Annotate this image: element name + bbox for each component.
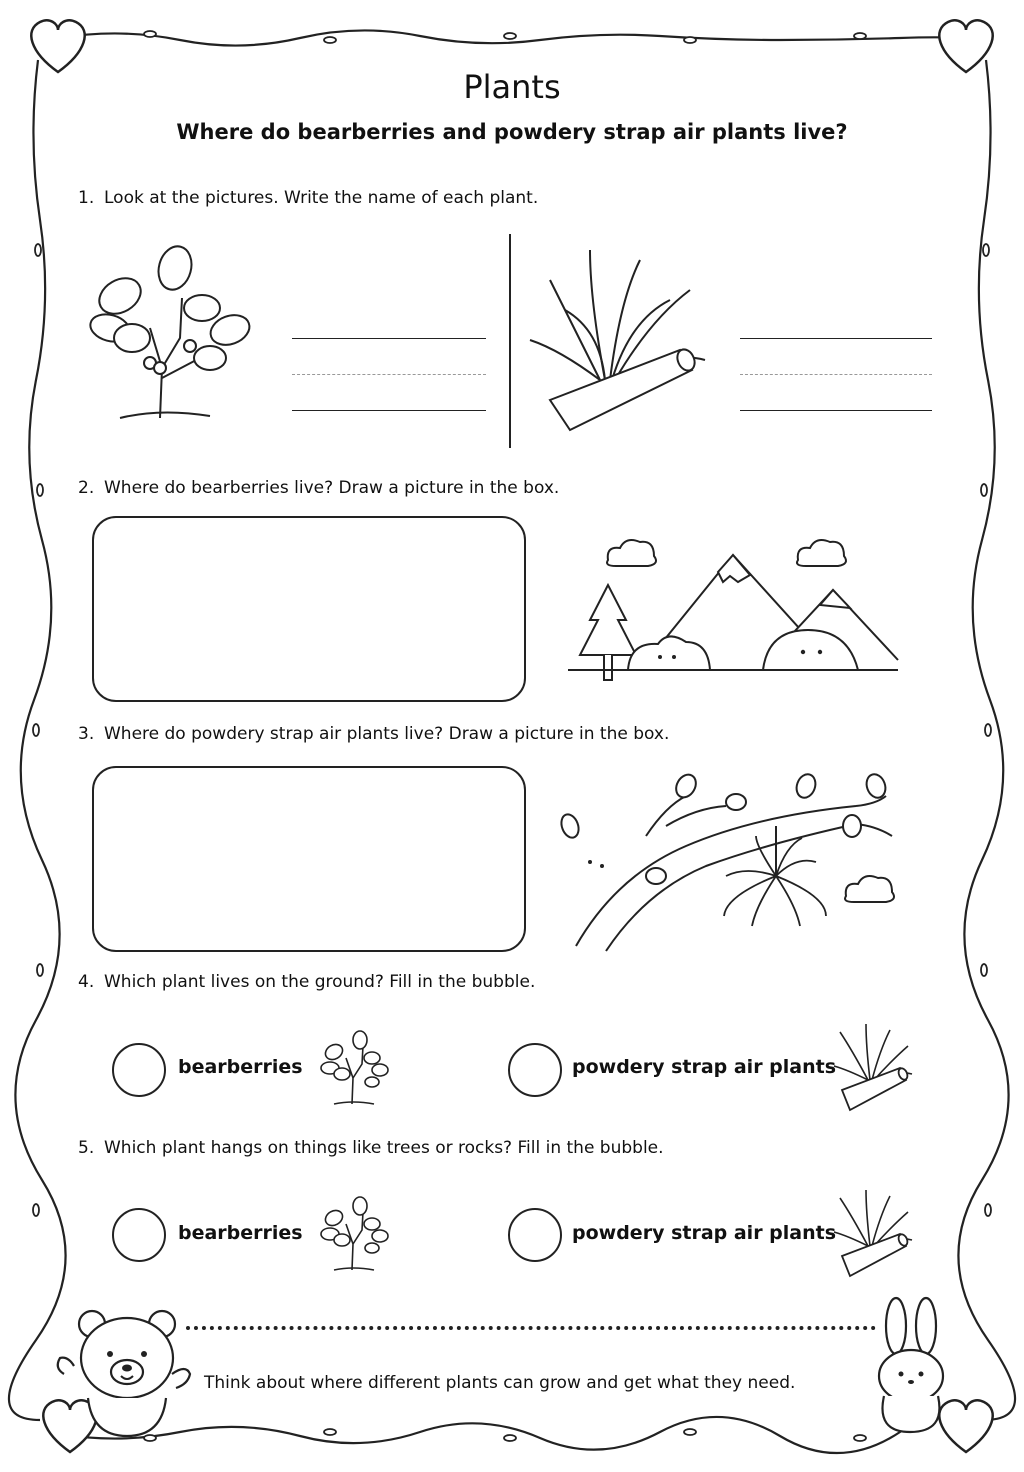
divider: [509, 234, 511, 448]
mountain-scene-icon: [568, 530, 898, 690]
question-4: [78, 972, 535, 992]
page-title: Plants: [463, 68, 561, 106]
question-1: [78, 188, 538, 208]
question-number: 2.: [78, 478, 95, 498]
answer-bubble[interactable]: [112, 1043, 166, 1097]
question-text: Which plant hangs on things like trees or rocks? Fill in the bubble.: [104, 1138, 664, 1158]
cloud-icon: [797, 540, 846, 566]
answer-line: [292, 410, 486, 411]
answer-guide-line: [292, 374, 486, 375]
question-number: 5.: [78, 1138, 95, 1158]
drawing-box[interactable]: [92, 766, 526, 952]
air-plant-icon: [832, 1186, 912, 1281]
answer-bubble[interactable]: [508, 1208, 562, 1262]
answer-bubble[interactable]: [112, 1208, 166, 1262]
question-number: 1.: [78, 188, 95, 208]
option-label: bearberries: [178, 1222, 303, 1244]
question-text: Where do powdery strap air plants live? Draw a picture in the box.: [104, 724, 670, 744]
question-number: 3.: [78, 724, 95, 744]
question-text: Where do bearberries live? Draw a picture in the box.: [104, 478, 560, 498]
bunny-icon: [866, 1296, 956, 1436]
question-number: 4.: [78, 972, 95, 992]
footer-tip: Think about where different plants can grow and get what they need.: [204, 1373, 796, 1393]
answer-bubble[interactable]: [508, 1043, 562, 1097]
cloud-icon: [845, 876, 894, 902]
tree-branch-scene-icon: [556, 766, 906, 956]
bearberry-plant-icon: [320, 1194, 390, 1274]
air-plant-icon: [832, 1020, 912, 1115]
question-text: Look at the pictures. Write the name of each plant.: [104, 188, 539, 208]
question-2: [78, 478, 559, 498]
bearberry-plant-icon: [320, 1028, 390, 1108]
option-label: powdery strap air plants: [572, 1056, 837, 1078]
option-label: powdery strap air plants: [572, 1222, 837, 1244]
air-plant-icon: [530, 240, 710, 435]
bearberry-plant-icon: [90, 238, 260, 428]
question-text: Which plant lives on the ground? Fill in the bubble.: [104, 972, 536, 992]
option-label: bearberries: [178, 1056, 303, 1078]
drawing-box[interactable]: [92, 516, 526, 702]
answer-guide-line: [740, 374, 932, 375]
answer-line: [740, 338, 932, 339]
page-subtitle: Where do bearberries and powdery strap air plants live?: [176, 120, 848, 144]
question-5: [78, 1138, 664, 1158]
dotted-divider: [186, 1326, 876, 1330]
question-3: [78, 724, 669, 744]
answer-line: [740, 410, 932, 411]
bear-icon: [52, 1308, 202, 1438]
answer-line: [292, 338, 486, 339]
cloud-icon: [607, 540, 656, 566]
